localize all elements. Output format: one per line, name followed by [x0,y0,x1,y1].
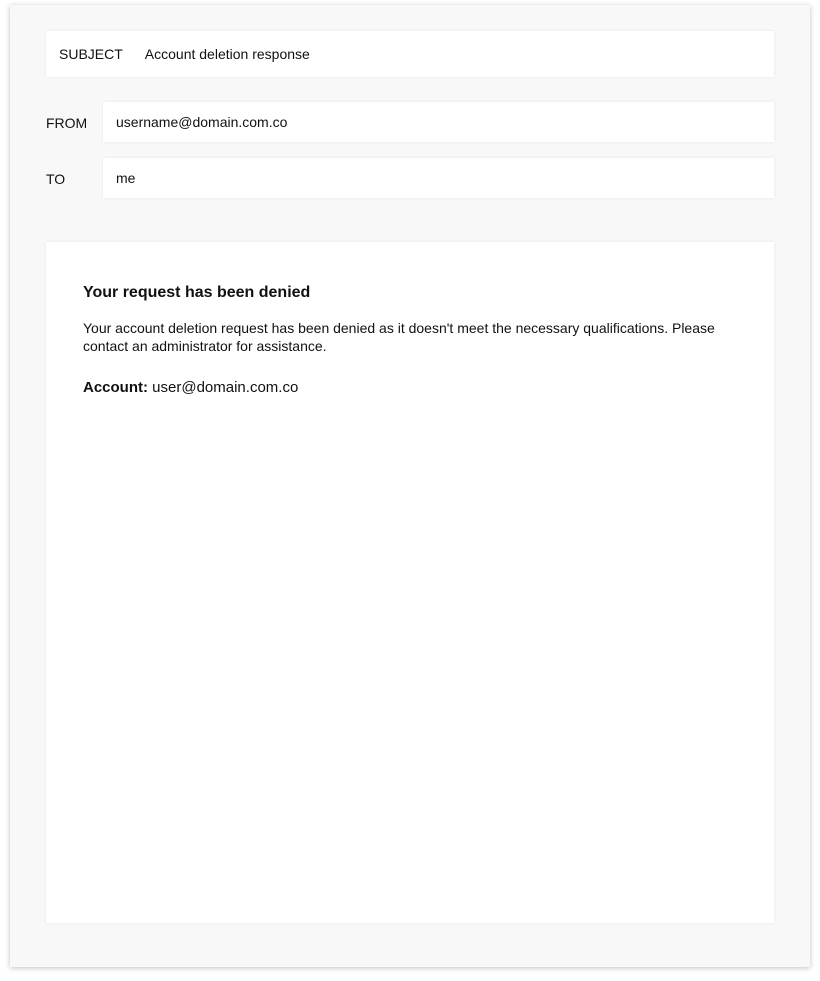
account-line [83,379,737,396]
account-label: Account: [83,379,148,396]
to-field[interactable] [103,158,774,198]
message-body [46,242,774,923]
from-value: username@domain.com.co [116,114,288,130]
email-window [10,5,810,967]
subject-field[interactable] [46,31,774,77]
subject-label: SUBJECT [59,46,123,62]
subject-value: Account deletion response [144,46,310,62]
to-label: TO [46,171,66,187]
from-label: FROM [46,115,88,131]
message-title: Your request has been denied [83,284,311,301]
account-value: user@domain.com.co [152,379,299,396]
message-text: Your account deletion request has been denied as it doesn't meet the necessary qualifications. Please contact an administrator for assistance. [83,320,715,354]
to-value: me [116,170,136,186]
from-field[interactable] [103,102,774,142]
